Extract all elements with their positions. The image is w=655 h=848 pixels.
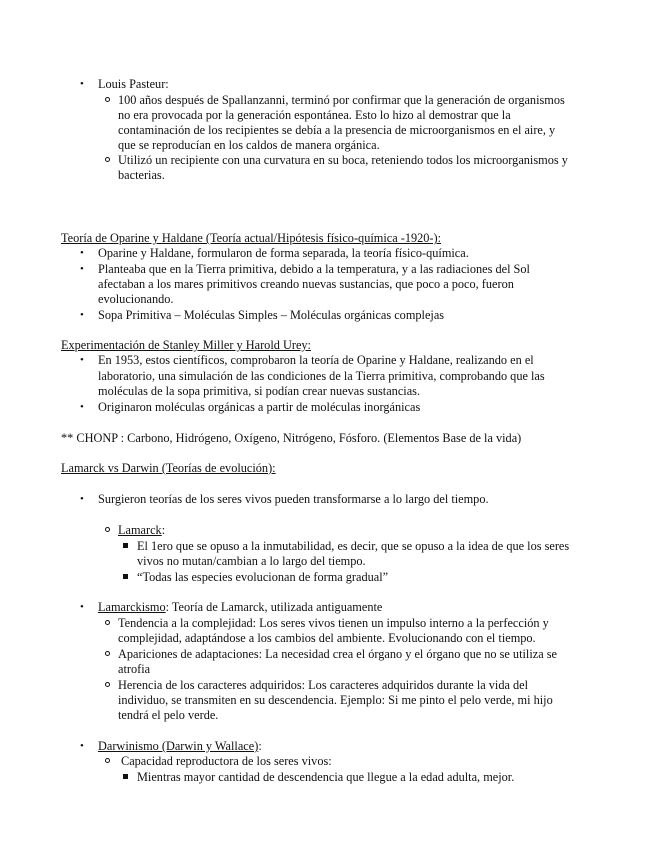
pasteur-p1-line2: no era provocada por la generación espontánea. Esto lo hizo al demostrar que la bbox=[118, 108, 511, 122]
bullet-circle bbox=[105, 682, 110, 687]
bullet-circle bbox=[105, 620, 110, 625]
darwinismo-title bbox=[98, 739, 262, 754]
lk1-line1: Tendencia a la complejidad: Los seres vivos tienen un impulso interno a la perfección y bbox=[118, 616, 549, 630]
lamarckismo-title bbox=[98, 600, 382, 615]
lamarck-s2: “Todas las especies evolucionan de forma gradual” bbox=[137, 570, 389, 584]
bullet: • bbox=[80, 354, 84, 366]
bullet: • bbox=[80, 401, 84, 413]
oparine-b2-line1: Planteaba que en la Tierra primitiva, debido a la temperatura, y a las radiaciones del Sol bbox=[98, 262, 530, 276]
lamarck-title bbox=[118, 523, 165, 538]
dw1: Capacidad reproductora de los seres vivos: bbox=[121, 754, 332, 768]
lamarck-darwin-intro: Surgieron teorías de los seres vivos pueden transformarse a lo largo del tiempo. bbox=[98, 492, 489, 506]
pasteur-p2-line2: bacterias. bbox=[118, 168, 165, 182]
lamarck-darwin-heading: Lamarck vs Darwin (Teorías de evolución): bbox=[61, 461, 276, 475]
oparine-b2-line2: afectaban a los mares primitivos creando nuevas sustancias, que poco a poco, fueron bbox=[98, 277, 514, 291]
bullet-circle bbox=[105, 651, 110, 656]
pasteur-title: Louis Pasteur: bbox=[98, 77, 169, 91]
bullet: • bbox=[80, 601, 84, 613]
chonp-note: ** CHONP : Carbono, Hidrógeno, Oxígeno, Nitrógeno, Fósforo. (Elementos Base de la vida) bbox=[61, 431, 522, 445]
bullet: • bbox=[80, 78, 84, 90]
bullet-circle bbox=[105, 758, 110, 763]
pasteur-p1-line1: 100 años después de Spallanzanni, terminó por confirmar que la generación de organismos bbox=[118, 93, 565, 107]
oparine-heading: Teoría de Oparine y Haldane (Teoría actual/Hipótesis físico-química -1920-): bbox=[61, 231, 442, 245]
lk1-line2: complejidad, adaptándose a los cambios del ambiente. Evolucionando con el tiempo. bbox=[118, 631, 536, 645]
pasteur-p1-line4: que se reproducían en los caldos de manera orgánica. bbox=[118, 138, 380, 152]
pasteur-p1-line3: contaminación de los recipientes se debía a la presencia de microorganismos en el aire, y bbox=[118, 123, 556, 137]
miller-b2: Originaron moléculas orgánicas a partir de moléculas inorgánicas bbox=[98, 400, 421, 414]
bullet: • bbox=[80, 247, 84, 259]
lk3-line2: individuo, se transmiten en su descendencia. Ejemplo: Si me pinto el pelo verde, mi hijo bbox=[118, 693, 553, 707]
lamarckismo-rest: : Teoría de Lamarck, utilizada antiguamente bbox=[165, 600, 383, 614]
miller-b1-line2: laboratorio, una simulación de las condiciones de la Tierra primitiva, comprobando que las bbox=[98, 369, 545, 383]
oparine-b2-line3: evolucionando. bbox=[98, 292, 174, 306]
bullet-circle bbox=[105, 157, 110, 162]
pasteur-p2-line1: Utilizó un recipiente con una curvatura en su boca, reteniendo todos los microorganismos y bbox=[118, 153, 568, 167]
bullet: • bbox=[80, 263, 84, 275]
oparine-b1: Oparine y Haldane, formularon de forma separada, la teoría físico-química. bbox=[98, 246, 469, 260]
lk3-line1: Herencia de los caracteres adquiridos: Los caracteres adquiridos durante la vida del bbox=[118, 678, 529, 692]
lamarck-s1-line1: El 1ero que se opuso a la inmutabilidad, es decir, que se opuso a la idea de que los seres bbox=[137, 539, 570, 553]
lk2-line1: Apariciones de adaptaciones: La necesidad crea el órgano y el órgano que no se utiliza se bbox=[118, 647, 557, 661]
bullet-circle bbox=[105, 97, 110, 102]
miller-b1-line1: En 1953, estos científicos, comprobaron la teoría de Oparine y Haldane, realizando en el bbox=[98, 353, 534, 367]
lamarck-colon: : bbox=[161, 523, 166, 537]
oparine-b3: Sopa Primitiva – Moléculas Simples – Moléculas orgánicas complejas bbox=[98, 308, 445, 322]
lamarck-label: Lamarck bbox=[118, 523, 162, 537]
miller-heading: Experimentación de Stanley Miller y Harold Urey: bbox=[61, 338, 311, 352]
dw1-s1: Mientras mayor cantidad de descendencia que llegue a la edad adulta, mejor. bbox=[137, 770, 515, 784]
bullet-square bbox=[123, 574, 128, 579]
miller-b1-line3: moléculas de la sopa primitiva, si podían crear nuevas sustancias. bbox=[98, 384, 421, 398]
bullet-circle bbox=[105, 527, 110, 532]
bullet-square bbox=[123, 774, 128, 779]
lamarckismo-label: Lamarckismo bbox=[98, 600, 166, 614]
bullet: • bbox=[80, 740, 84, 752]
lk3-line3: tendrá el pelo verde. bbox=[118, 708, 219, 722]
lk2-line2: atrofia bbox=[118, 662, 151, 676]
darwinismo-colon: : bbox=[258, 739, 262, 753]
bullet: • bbox=[80, 309, 84, 321]
bullet: • bbox=[80, 493, 84, 505]
lamarck-s1-line2: vivos no mutan/cambian a lo largo del tiempo. bbox=[137, 554, 366, 568]
bullet-square bbox=[123, 543, 128, 548]
darwinismo-label: Darwinismo (Darwin y Wallace) bbox=[98, 739, 259, 753]
